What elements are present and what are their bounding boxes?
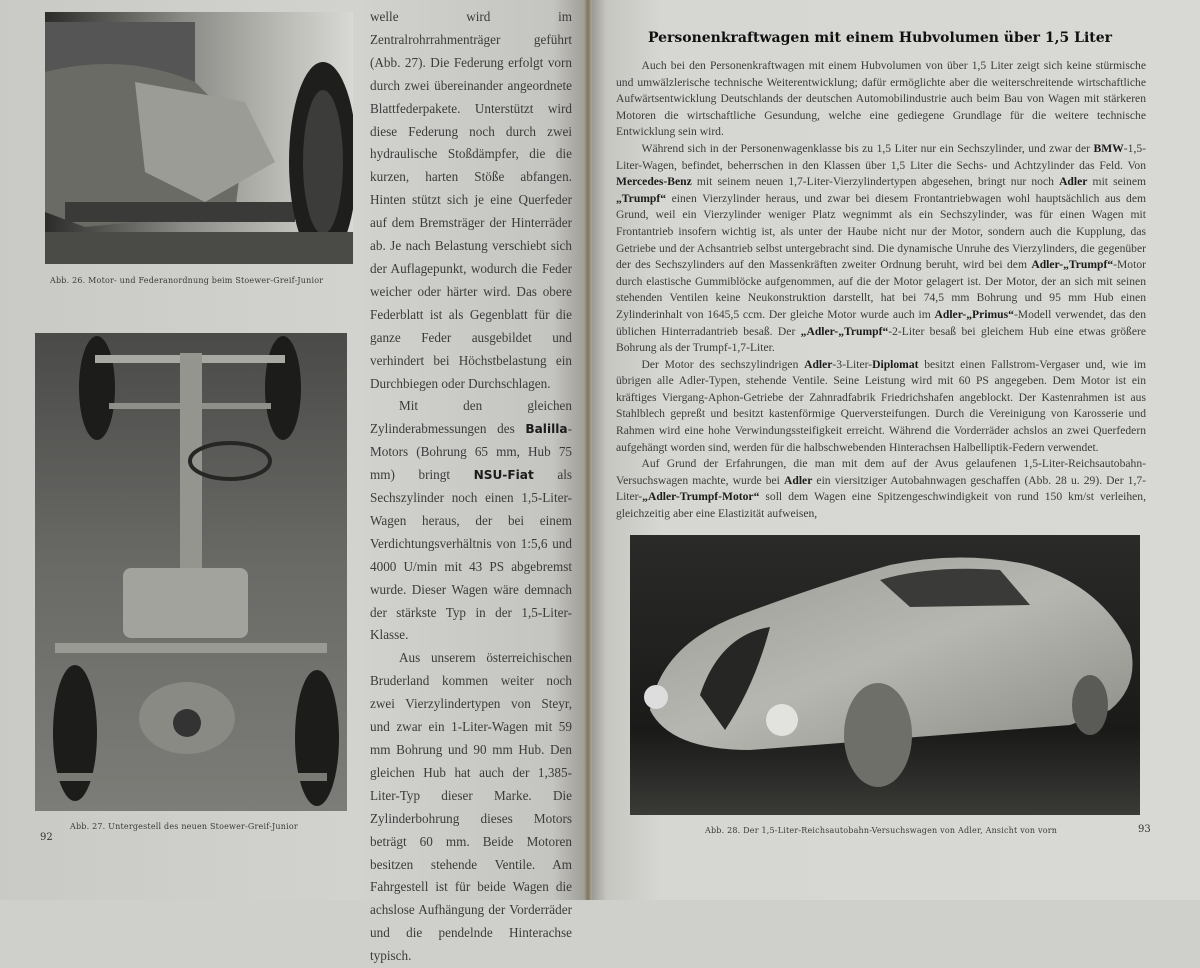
paragraph — [616, 58, 1146, 141]
figure-26-caption: Abb. 26. Motor- und Federanordnung beim Stoewer-Greif-Junior — [50, 276, 324, 285]
paragraph — [370, 647, 572, 968]
left-text-column — [370, 6, 572, 968]
text-run: Auch bei den Personenkraftwagen mit einem Hubvolumen von über 1,5 Liter zeigt sich keine stürmische und umwälzlerische technische Weiterentwicklung; dafür ermöglichte aber die weiterschreitende wirtschaftliche Aufwärtsentwicklung Deutschlands der deutschen Automobilindustrie auch beim Bau von Wagen mit stärkeren Motoren die wirtschaftliche Gesundung, welche eine gediegene Grundlage für die weitere technische Entwicklung sein wird. — [616, 59, 1146, 139]
text-run: Auf Grund der Erfahrungen, die man mit dem auf der Avus gelaufenen 1,5-Liter-Reichsautobahn-Versuchswagen machte, wurde bei — [616, 457, 1146, 487]
photo-engine-suspension — [45, 12, 353, 264]
text-run: mit seinem — [1087, 175, 1146, 189]
book-gutter — [584, 0, 592, 900]
text-run: -3-Liter- — [832, 357, 873, 371]
text-run: soll dem Wagen eine Spitzengeschwindigkeit von rund 150 km/st verleihen, gleichzeitig aber eine Elastizität aufweisen, — [616, 490, 1146, 521]
paragraph — [616, 141, 1146, 357]
bold-text-run: Adler-„Trumpf“ — [1031, 258, 1114, 272]
left-page — [0, 0, 588, 964]
text-run: welle wird im Zentralrohrrahmenträger geführt (Abb. 27). Die Federung erfolgt vorn durch zwei übereinander angeordnete Blattfederpakete. Unterstützt wird diese Federung noch durch zwei hydraulische Stoßdämpfer, die die kurzen, harten Stöße abfangen. Hinten stützt sich je eine Querfeder auf dem Bremsträger der Hinterräder ab. Je nach Belastung verschiebt sich der Auflagepunkt, wodurch die Feder weicher oder härter wird. Das obere Federblatt ist als Gegenblatt für die ganze Feder ausgebildet und verhindert bei Höchstbelastung ein Durchbiegen oder Durchschlagen. — [370, 9, 572, 391]
text-run: einen Vierzylinder heraus, und zwar bei diesem Frontantriebwagen wohl hauptsächlich aus dem Grund, weil ein Vierzylinder weniger Platz wegnimmt als ein Sechszylinder, was für einen Wagen mit Frontantrieb insofern wichtig ist, als unter der Haube nicht nur der Motor, sondern auch die Kupplung, das Getriebe und der Achsantrieb selbst untergebracht sind. Die dynamische Unruhe des Vierzylinders, die gegenüber der des Sechszylinders auf den Massenkräften zweiter Ordnung beruht, wird bei dem — [616, 191, 1146, 272]
bold-text-run: Balilla — [525, 422, 568, 437]
paragraph — [616, 456, 1146, 522]
photo-adler-streamline-car — [630, 535, 1140, 815]
text-run: -Motors (Bohrung 65 mm, Hub 75 mm) bringt — [370, 421, 572, 483]
bold-text-run: Adler-„Primus“ — [934, 307, 1014, 321]
right-text-column — [616, 58, 1146, 523]
text-run: als Sechszylinder noch einen 1,5-Liter-Wagen heraus, der bei einem Verdichtungsverhältnis von 1:5,6 und 4000 U/min mit 43 PS abgebremst wurde. Dieser Wagen wäre demnach der stärkste Typ in der 1,5-Liter-Klasse. — [370, 467, 572, 643]
bold-text-run: Adler — [1059, 175, 1088, 189]
text-run: -2-Liter besaß bei gleichem Hub eine etwas größere Bohrung als der Trumpf-1,7-Liter. — [616, 324, 1146, 355]
bold-text-run: Mercedes-Benz — [616, 175, 692, 189]
photo-chassis-underside — [35, 333, 347, 811]
paragraph — [370, 395, 572, 647]
text-run: Der Motor des sechszylindrigen — [641, 357, 805, 371]
bold-text-run: Diplomat — [872, 357, 919, 371]
bold-text-run: „Trumpf“ — [616, 191, 667, 205]
paragraph — [370, 6, 572, 395]
bold-text-run: Adler — [804, 357, 833, 371]
text-run: mit seinem neuen 1,7-Liter-Vierzylindertypen abgesehen, bringt nur noch — [691, 175, 1060, 189]
section-title: Personenkraftwagen mit einem Hubvolumen über 1,5 Liter — [647, 30, 1113, 46]
paragraph — [616, 357, 1146, 457]
bold-text-run: NSU-Fiat — [473, 468, 534, 483]
text-run: besitzt einen Fallstrom-Vergaser und, wie im übrigen alle Adler-Typen, stehende Ventile. Seine Leistung wird mit 60 PS angegeben. Dem Motor ist ein kräftiges Viergang-Aphon-Getriebe der Zahnradfabrik Friedrichshafen angeblockt. Der Kastenrahmen ist aus Stahlblech gepreßt und besitzt kastenförmige Querversteifungen. Durch die Vereinigung von Karosserie und Rahmen wird eine hohe Verwindungssteifigkeit erreicht. Während die Vorderräder achslos an zwei Querfedern aufgehängt worden sind, werden für die halbschwebenden Hinterachsen Halbelliptik-Federn verwendet. — [616, 357, 1147, 454]
figure-28-caption: Abb. 28. Der 1,5-Liter-Reichsautobahn-Versuchswagen von Adler, Ansicht von vorn — [705, 826, 1058, 835]
bold-text-run: „Adler-„Trumpf“ — [800, 324, 889, 338]
text-run: -Motor durch elastische Gummiblöcke aufgenommen, auf die der Motor gelagert ist. Der Motor, der an sich mit seinen stehenden Ventilen keine Neukonstruktion darstellt, hat bei 74,5 mm Bohrung und 95 mm Hub einen Zylinderinhalt von 1645,5 ccm. Der gleiche Motor wurde auch im — [616, 258, 1146, 321]
text-run: ein viersitziger Autobahnwagen geschaffen (Abb. 28 u. 29). Der 1,7-Liter- — [616, 473, 1147, 504]
text-run: -Modell verwendet, das den üblichen Hinterradantrieb besaß. Der — [616, 307, 1146, 338]
text-run: Mit den gleichen Zylinderabmessungen des — [370, 398, 572, 437]
page-number-right: 93 — [1138, 824, 1151, 835]
bold-text-run: „Adler-Trumpf-Motor“ — [642, 490, 760, 504]
bold-text-run: BMW — [1093, 141, 1124, 155]
bold-text-run: Adler — [784, 473, 813, 487]
text-run: -1,5-Liter-Wagen, befindet, beherrschen in den Klassen über 1,5 Liter die Sechs- und Achtzylinder das Feld. Von — [616, 141, 1146, 172]
page-number-left: 92 — [40, 832, 53, 843]
figure-27-caption: Abb. 27. Untergestell des neuen Stoewer-Greif-Junior — [70, 822, 298, 831]
text-run: Während sich in der Personenwagenklasse bis zu 1,5 Liter nur ein Sechszylinder, und zwar der — [641, 141, 1094, 155]
text-run: Aus unserem österreichischen Bruderland kommen weiter noch zwei Vierzylindertypen von Steyr, und zwar ein 1-Liter-Wagen mit 59 mm Bohrung und 90 mm Hub. Den gleichen Hub hat auch der 1,385-Liter-Typ dieser Marke. Die Zylinderbohrung dieses Motors beträgt 60 mm. Beide Motoren besitzen stehende Ventile. Am Fahrgestell ist für beide Wagen die achslose Aufhängung der Vorderräder und die pendelnde Hinterachse typisch. — [370, 650, 572, 964]
